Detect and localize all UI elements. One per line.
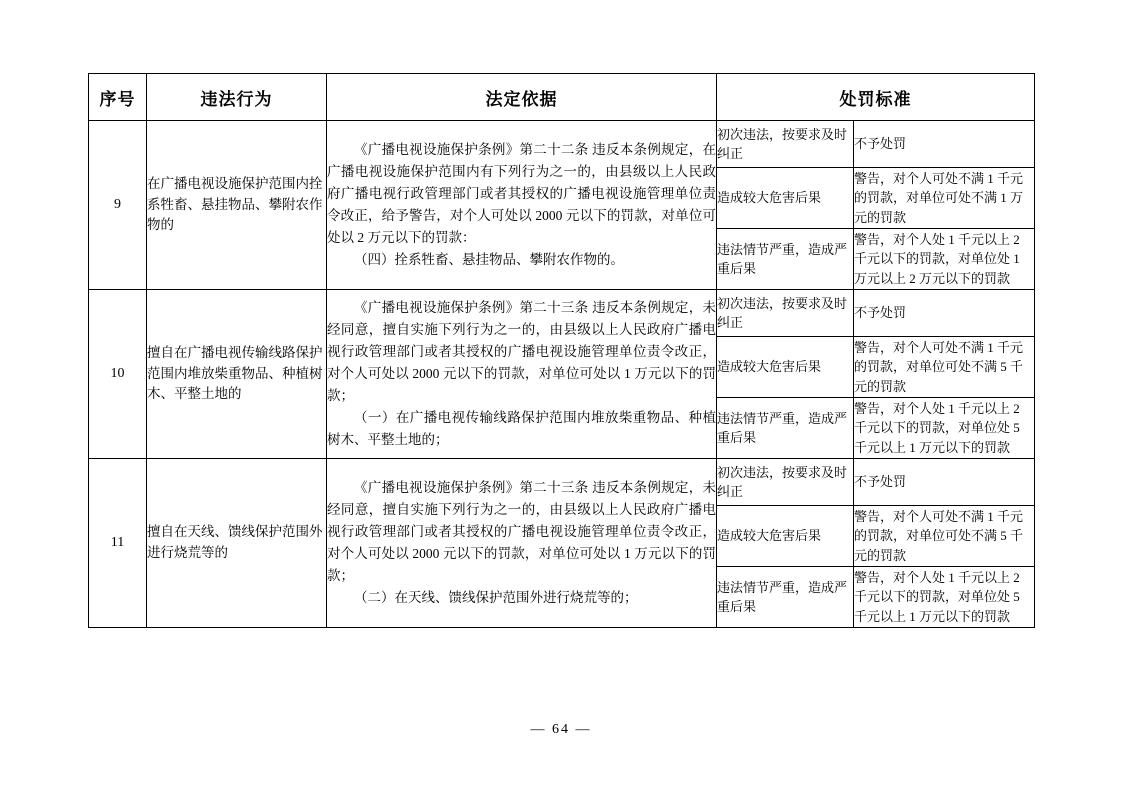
penalty-level: 违法情节严重，造成严重后果 — [717, 398, 854, 459]
penalty-level: 违法情节严重，造成严重后果 — [717, 229, 854, 290]
penalty-standard: 不予处罚 — [854, 121, 1035, 168]
penalty-standard: 警告，对个人处 1 千元以上 2 千元以下的罚款，对单位处 5 千元以上 1 万元以下的罚款 — [854, 398, 1035, 459]
row-violation-act: 擅自在广播电视传输线路保护范围内堆放柴重物品、种植树木、平整土地的 — [147, 290, 327, 459]
penalty-standards-table — [88, 73, 1035, 628]
row-legal-basis — [327, 121, 717, 290]
legal-basis-item: （一）在广播电视传输线路保护范围内堆放柴重物品、种植树木、平整土地的； — [327, 409, 716, 447]
penalty-standard: 不予处罚 — [854, 290, 1035, 337]
row-legal-basis — [327, 290, 717, 459]
legal-basis-item: （四）拴系牲畜、悬挂物品、攀附农作物的。 — [354, 251, 624, 267]
column-header-no: 序号 — [89, 74, 147, 121]
page-number: — 64 — — [530, 722, 592, 737]
penalty-level: 造成较大危害后果 — [717, 337, 854, 398]
row-legal-basis — [327, 459, 717, 628]
legal-basis-paragraph: 《广播电视设施保护条例》第二十三条 违反本条例规定，未经同意，擅自实施下列行为之一的，由县级以上人民政府广播电视行政管理部门或者其授权的广播电视设施管理单位责令改正，对个人可处以 2000 元以下的罚款，对单位可处以 1 万元以下的罚款； — [327, 480, 716, 583]
column-header-penalty: 处罚标准 — [717, 74, 1035, 121]
table-row — [89, 459, 1035, 506]
penalty-level: 初次违法，按要求及时纠正 — [717, 290, 854, 337]
penalty-level: 初次违法，按要求及时纠正 — [717, 121, 854, 168]
penalty-standard: 警告，对个人处 1 千元以上 2 千元以下的罚款，对单位处 1 万元以上 2 万元以下的罚款 — [854, 229, 1035, 290]
legal-basis-item: （二）在天线、馈线保护范围外进行烧荒等的； — [354, 589, 638, 605]
row-number: 10 — [89, 290, 147, 459]
row-violation-act: 擅自在天线、馈线保护范围外进行烧荒等的 — [147, 459, 327, 628]
penalty-standard: 警告，对个人可处不满 1 千元的罚款，对单位可处不满 1 万元的罚款 — [854, 168, 1035, 229]
column-header-act: 违法行为 — [147, 74, 327, 121]
penalty-level: 违法情节严重，造成严重后果 — [717, 567, 854, 628]
table-row — [89, 290, 1035, 337]
penalty-level: 造成较大危害后果 — [717, 168, 854, 229]
penalty-level: 初次违法，按要求及时纠正 — [717, 459, 854, 506]
row-number: 11 — [89, 459, 147, 628]
column-header-law: 法定依据 — [327, 74, 717, 121]
table-row — [89, 121, 1035, 168]
legal-basis-paragraph: 《广播电视设施保护条例》第二十三条 违反本条例规定，未经同意，擅自实施下列行为之一的，由县级以上人民政府广播电视行政管理部门或者其授权的广播电视设施管理单位责令改正，对个人可处以 2000 元以下的罚款，对单位可处以 1 万元以下的罚款； — [327, 300, 716, 403]
penalty-standard: 警告，对个人处 1 千元以上 2 千元以下的罚款，对单位处 5 千元以上 1 万元以下的罚款 — [854, 567, 1035, 628]
table-header-row — [89, 74, 1035, 121]
penalty-level: 造成较大危害后果 — [717, 506, 854, 567]
row-violation-act: 在广播电视设施保护范围内拴系牲畜、悬挂物品、攀附农作物的 — [147, 121, 327, 290]
legal-basis-paragraph: 《广播电视设施保护条例》第二十二条 违反本条例规定，在广播电视设施保护范围内有下列行为之一的，由县级以上人民政府广播电视行政管理部门或者其授权的广播电视设施管理单位责令改正，给予警告，对个人可处以 2000 元以下的罚款，对单位可处以 2 万元以下的罚款： — [327, 142, 716, 245]
penalty-standard: 警告，对个人可处不满 1 千元的罚款，对单位可处不满 5 千元的罚款 — [854, 506, 1035, 567]
penalty-standard: 不予处罚 — [854, 459, 1035, 506]
penalty-standard: 警告，对个人可处不满 1 千元的罚款，对单位可处不满 5 千元的罚款 — [854, 337, 1035, 398]
row-number: 9 — [89, 121, 147, 290]
